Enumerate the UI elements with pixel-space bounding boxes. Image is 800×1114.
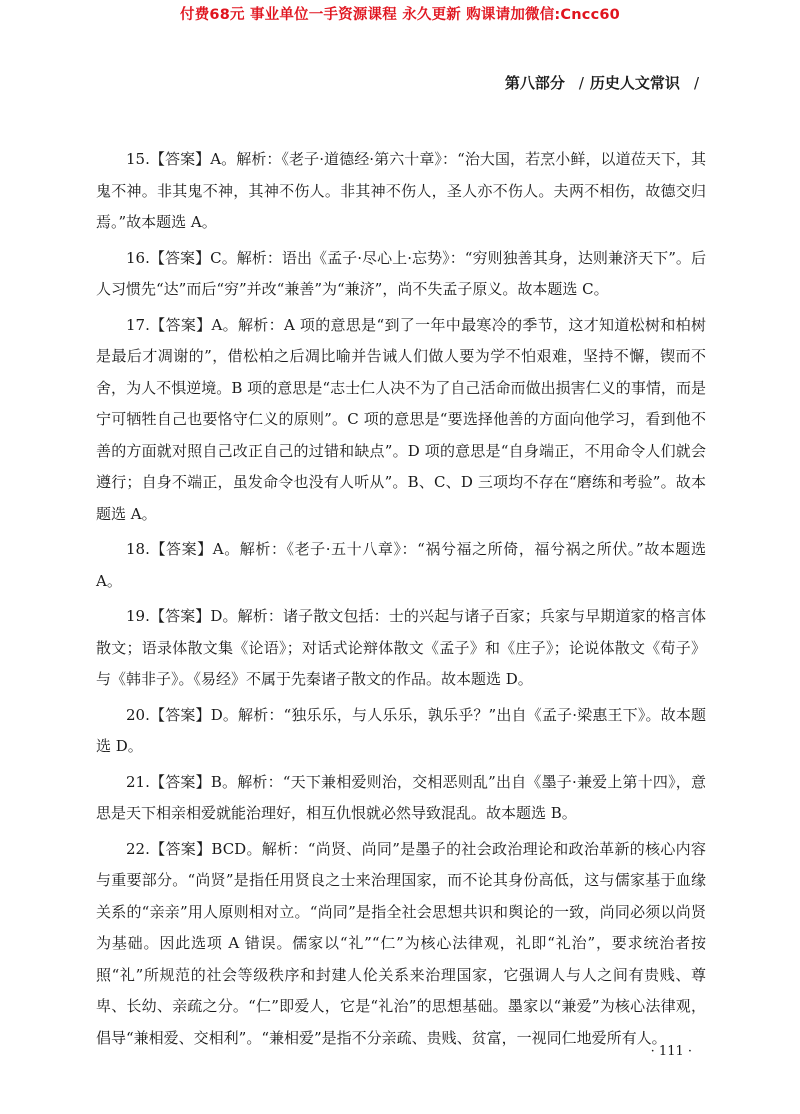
answer-text: A。解析：A 项的意思是“到了一年中最寒冷的季节，这才知道松树和柏树是最后才凋谢的”，借松柏之后凋比喻并告诫人们做人要为学不怕艰难，坚持不懈，锲而不舍，为人不惧逆境。B 项的意思是“志士仁人决不为了自己活命而做出损害仁义的事情，而是宁可牺牲自己也要恪守仁义的原则”。C 项的意思是“要选择他善的方面向他学习，看到他不善的方面就对照自己改正自己的过错和缺点”。D 项的意思是“自身端正，不用命令人们就会遵行；自身不端正，虽发命令也没有人听从”。B、C、D 三项均不存在“磨练和考验”。故本题选 A。 bbox=[96, 315, 706, 523]
answer-tag: 【答案】 bbox=[149, 705, 211, 724]
answer-text: D。解析：诸子散文包括：士的兴起与诸子百家；兵家与早期道家的格言体散文；语录体散文集《论语》；对话式论辩体散文《孟子》和《庄子》；论说体散文《荀子》与《韩非子》。《易经》不属于先秦诸子散文的作品。故本题选 D。 bbox=[96, 607, 706, 688]
answer-item-18 bbox=[96, 534, 706, 597]
answer-number: 18. bbox=[126, 540, 150, 558]
answer-tag: 【答案】 bbox=[149, 772, 211, 791]
header-separator: / bbox=[578, 74, 584, 92]
answer-item-19 bbox=[96, 601, 706, 696]
answer-text: A。解析：《老子·五十八章》：“祸兮福之所倚，福兮祸之所伏。”故本题选 A。 bbox=[96, 540, 706, 590]
answer-number: 15. bbox=[126, 150, 150, 168]
answer-number: 20. bbox=[126, 705, 150, 724]
answer-text: BCD。解析：“尚贤、尚同”是墨子的社会政治理论和政治革新的核心内容与重要部分。“尚贤”是指任用贤良之士来治理国家，而不论其身份高低，这与儒家基于血缘关系的“亲亲”用人原则相对立。“尚同”是指全社会思想共识和舆论的一致，尚同必须以尚贤为基础。因此选项 A 错误。儒家以“礼”“仁”为核心法律观，礼即“礼治”，要求统治者按照“礼”所规范的社会等级秩序和封建人伦关系来治理国家，它强调人与人之间有贵贱、尊卑、长幼、亲疏之分。“仁”即爱人，它是“礼治”的思想基础。墨家以“兼爱”为核心法律观，倡导“兼相爱、交相利”。“兼相爱”是指不分亲疏、贵贱、贫富，一视同仁地爱所有人。 bbox=[96, 839, 706, 1047]
answer-tag: 【答案】 bbox=[149, 150, 211, 168]
answer-tag: 【答案】 bbox=[149, 540, 213, 558]
header-trailing-separator: / bbox=[693, 74, 699, 92]
answer-number: 22. bbox=[126, 839, 150, 858]
answer-tag: 【答案】 bbox=[149, 248, 211, 267]
answer-list bbox=[96, 144, 706, 1058]
section-label: 第八部分 bbox=[504, 74, 565, 92]
answer-text: C。解析：语出《孟子·尽心上·忘势》：“穷则独善其身，达则兼济天下”。后人习惯先“达”而后“穷”并改“兼善”为“兼济”，尚不失孟子原义。故本题选 C。 bbox=[96, 248, 706, 298]
answer-item-15 bbox=[96, 144, 706, 239]
answer-item-21 bbox=[96, 767, 706, 830]
answer-item-16 bbox=[96, 243, 706, 306]
promo-banner: 付费68元 事业单位一手资源课程 永久更新 购课请加微信:Cncc60 bbox=[180, 7, 620, 23]
answer-text: A。解析：《老子·道德经·第六十章》：“治大国，若烹小鲜，以道莅天下，其鬼不神。非其鬼不神，其神不伤人。非其神不伤人，圣人亦不伤人。夫两不相伤，故德交归焉。”故本题选 A。 bbox=[96, 150, 706, 231]
answer-number: 16. bbox=[126, 248, 150, 267]
answer-tag: 【答案】 bbox=[149, 839, 212, 858]
section-title: 历史人文常识 bbox=[589, 74, 680, 92]
answer-item-17 bbox=[96, 310, 706, 531]
answer-item-22 bbox=[96, 834, 706, 1055]
answer-item-20 bbox=[96, 700, 706, 763]
answer-tag: 【答案】 bbox=[149, 607, 211, 625]
answer-text: B。解析：“天下兼相爱则治，交相恶则乱”出自《墨子·兼爱上第十四》，意思是天下相亲相爱就能治理好，相互仇恨就必然导致混乱。故本题选 B。 bbox=[96, 772, 706, 822]
page-number: · 111 · bbox=[650, 1044, 692, 1059]
answer-number: 17. bbox=[126, 315, 150, 334]
answer-tag: 【答案】 bbox=[149, 315, 212, 334]
running-header bbox=[505, 73, 705, 93]
answer-number: 21. bbox=[126, 772, 150, 791]
answer-number: 19. bbox=[126, 607, 150, 625]
answer-text: D。解析：“独乐乐，与人乐乐，孰乐乎？”出自《孟子·梁惠王下》。故本题选 D。 bbox=[96, 705, 706, 755]
